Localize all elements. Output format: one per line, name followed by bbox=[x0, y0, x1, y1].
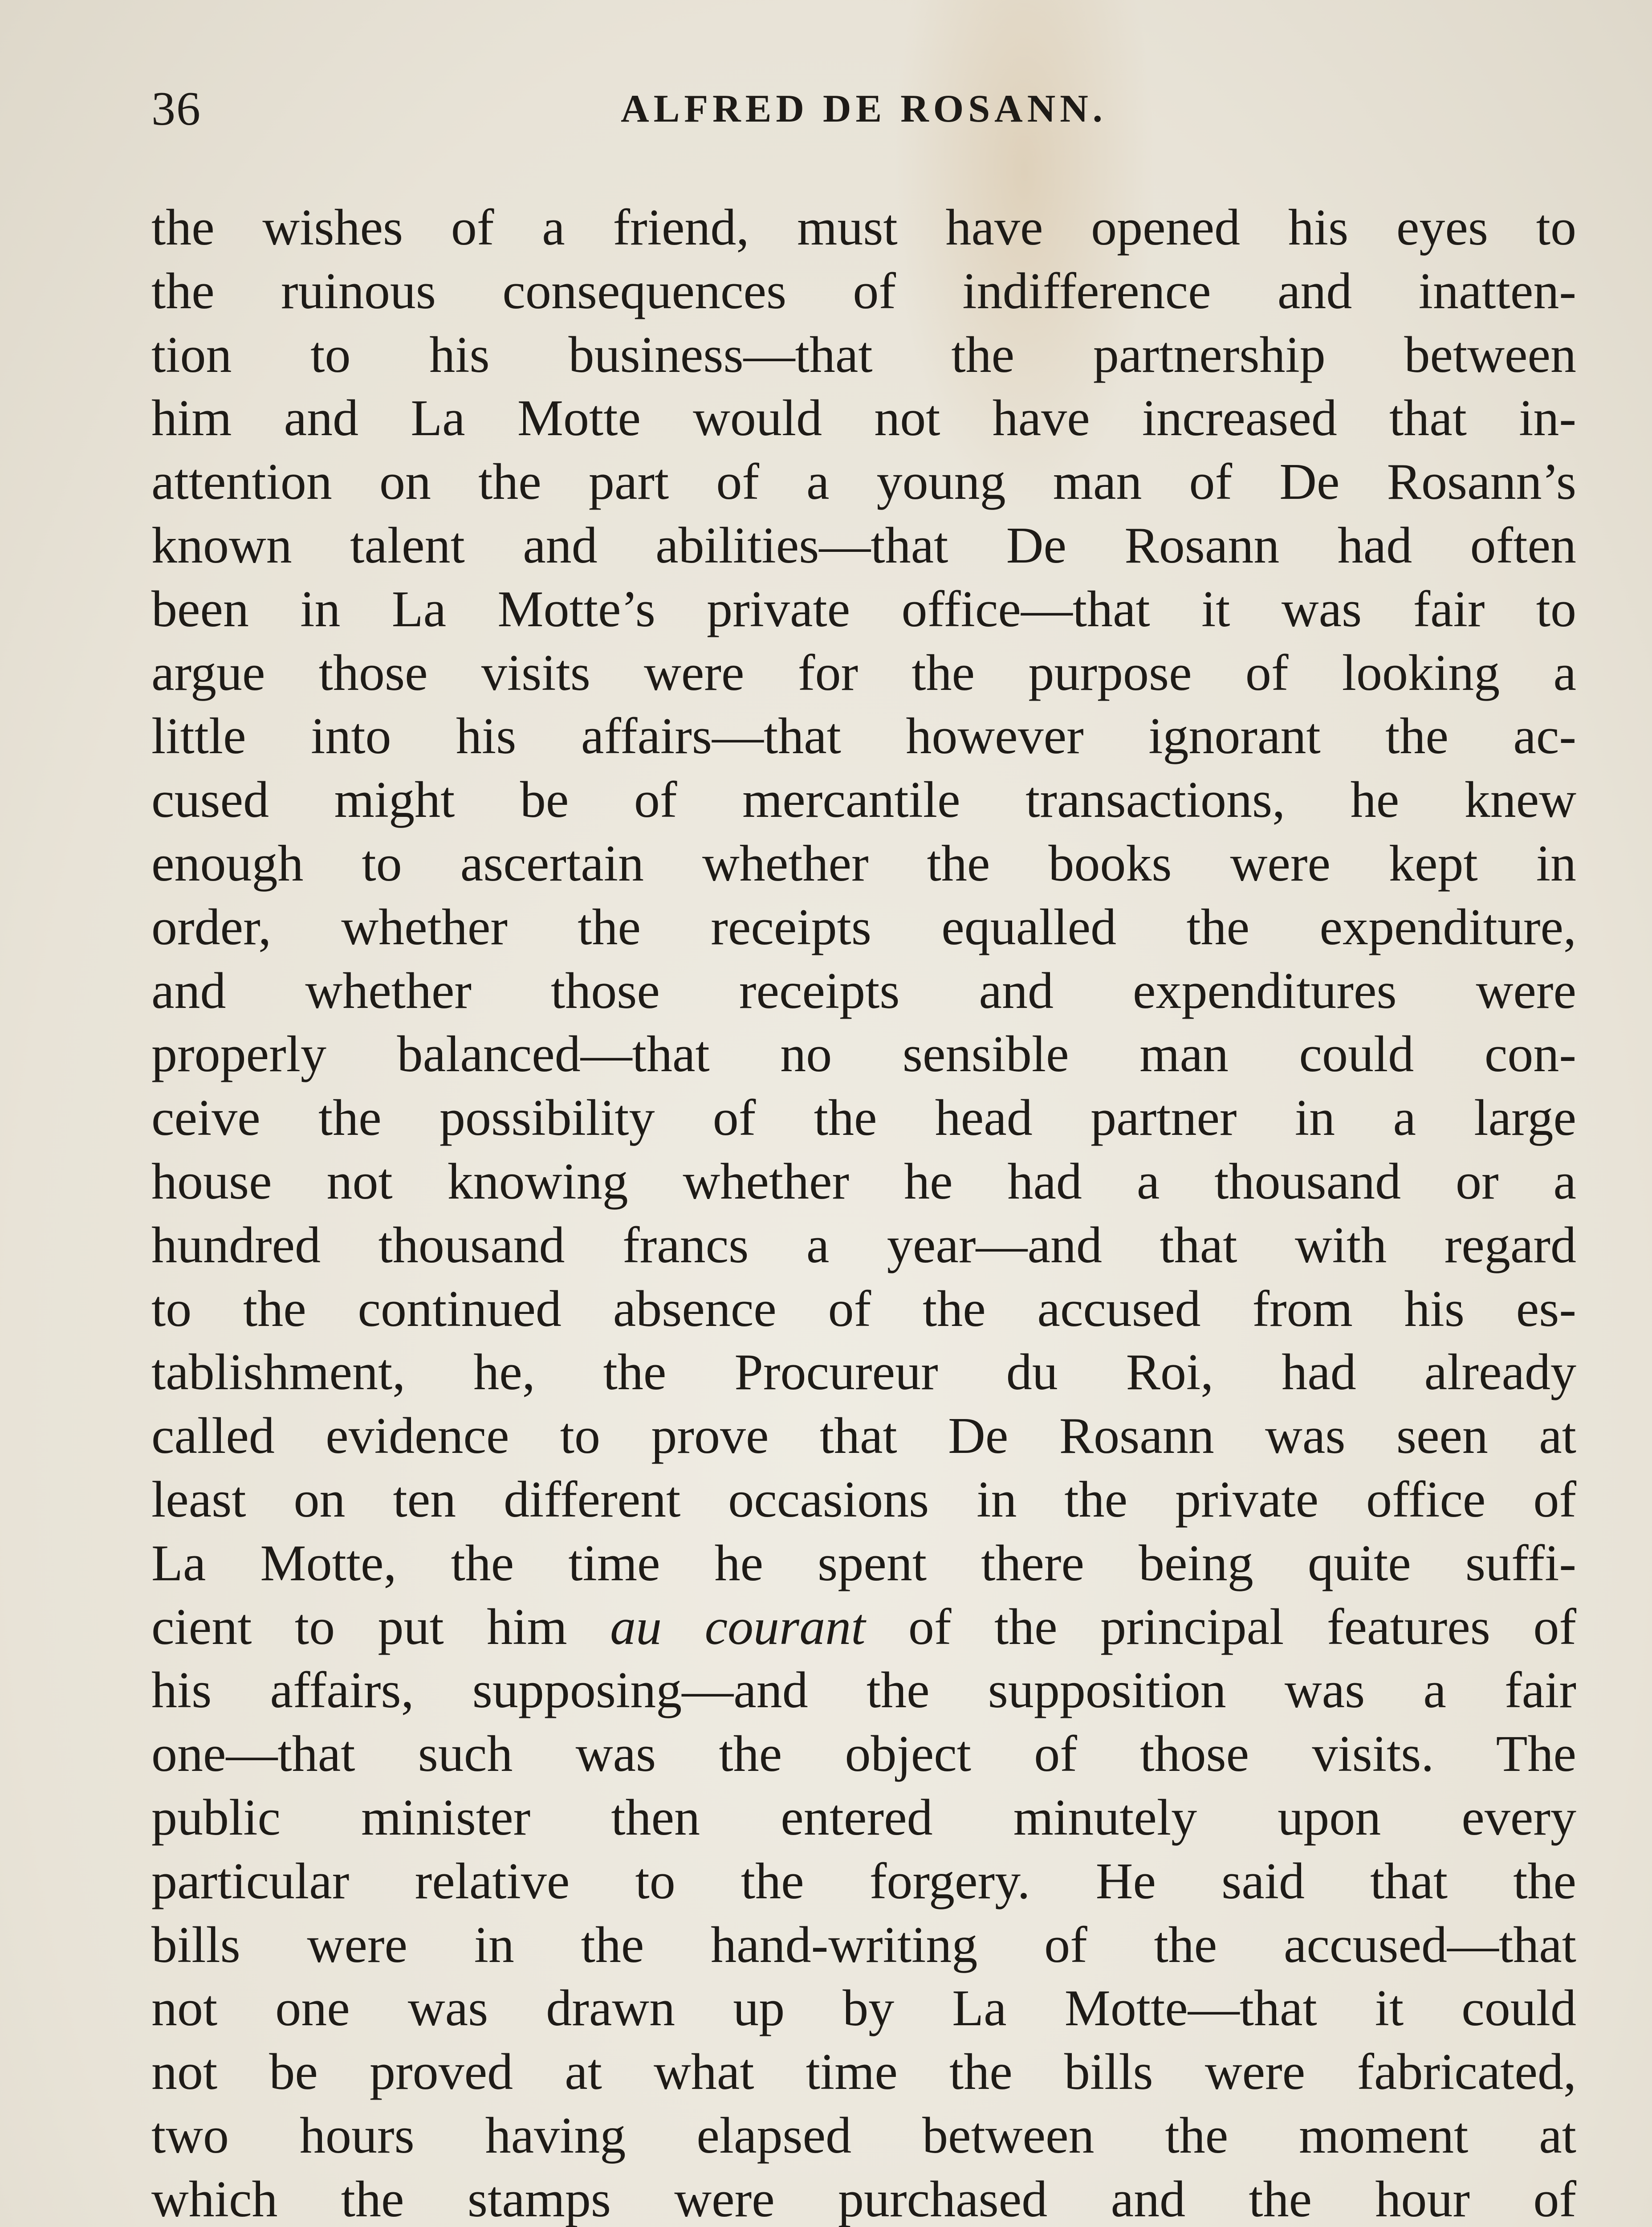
text-line: called evidence to prove that De Rosann was seen at bbox=[151, 1407, 1576, 1465]
text-line: house not knowing whether he had a thousand or a bbox=[151, 1153, 1576, 1210]
text-line: not one was drawn up by La Motte—that it could bbox=[151, 1980, 1576, 2037]
text-line: argue those visits were for the purpose of looking a bbox=[151, 644, 1576, 702]
text-line: little into his affairs—that however ignorant the ac- bbox=[151, 708, 1576, 765]
text-line: attention on the part of a young man of De Rosann’s bbox=[151, 453, 1576, 511]
text-line: to the continued absence of the accused from his es- bbox=[151, 1280, 1576, 1338]
text-line: and whether those receipts and expenditures were bbox=[151, 962, 1576, 1020]
running-title: ALFRED DE ROSANN. bbox=[621, 87, 1107, 131]
text-line: him and La Motte would not have increased that in- bbox=[151, 390, 1576, 447]
text-line: ceive the possibility of the head partner in a large bbox=[151, 1089, 1576, 1147]
text-line: one—that such was the object of those visits. The bbox=[151, 1725, 1576, 1783]
page-number: 36 bbox=[151, 82, 201, 135]
text-line: the ruinous consequences of indifference and inatten- bbox=[151, 262, 1576, 320]
text-line: particular relative to the forgery. He said that the bbox=[151, 1852, 1576, 1910]
text-line: his affairs, supposing—and the supposition was a fair bbox=[151, 1662, 1576, 1719]
body-text bbox=[151, 196, 1576, 2227]
text-line: enough to ascertain whether the books were kept in bbox=[151, 835, 1576, 892]
text-line: tion to his business—that the partnership between bbox=[151, 326, 1576, 383]
text-line: bills were in the hand-writing of the accused—that bbox=[151, 1916, 1576, 1974]
text-line: least on ten different occasions in the private office of bbox=[151, 1471, 1576, 1528]
italic-phrase: au courant bbox=[610, 1598, 866, 1656]
text-line: which the stamps were purchased and the hour of bbox=[151, 2170, 1576, 2227]
text-line: two hours having elapsed between the moment at bbox=[151, 2107, 1576, 2164]
page-header bbox=[151, 76, 1576, 143]
text-line: the wishes of a friend, must have opened his eyes to bbox=[151, 199, 1576, 256]
text-line: been in La Motte’s private office—that it was fair to bbox=[151, 580, 1576, 638]
text-line: properly balanced—that no sensible man could con- bbox=[151, 1026, 1576, 1083]
text-line: hundred thousand francs a year—and that with regard bbox=[151, 1216, 1576, 1274]
text-line: order, whether the receipts equalled the expenditure, bbox=[151, 898, 1576, 956]
text-line: known talent and abilities—that De Rosann had often bbox=[151, 517, 1576, 574]
text-line: La Motte, the time he spent there being quite suffi- bbox=[151, 1534, 1576, 1592]
text-line: cient to put him au courant of the principal features of bbox=[151, 1598, 1577, 1656]
text-line: cused might be of mercantile transactions, he knew bbox=[151, 771, 1576, 829]
text-line: public minister then entered minutely upon every bbox=[151, 1789, 1576, 1846]
text-line: tablishment, he, the Procureur du Roi, had already bbox=[151, 1344, 1576, 1401]
text-line: not be proved at what time the bills were fabricated, bbox=[151, 2043, 1576, 2101]
